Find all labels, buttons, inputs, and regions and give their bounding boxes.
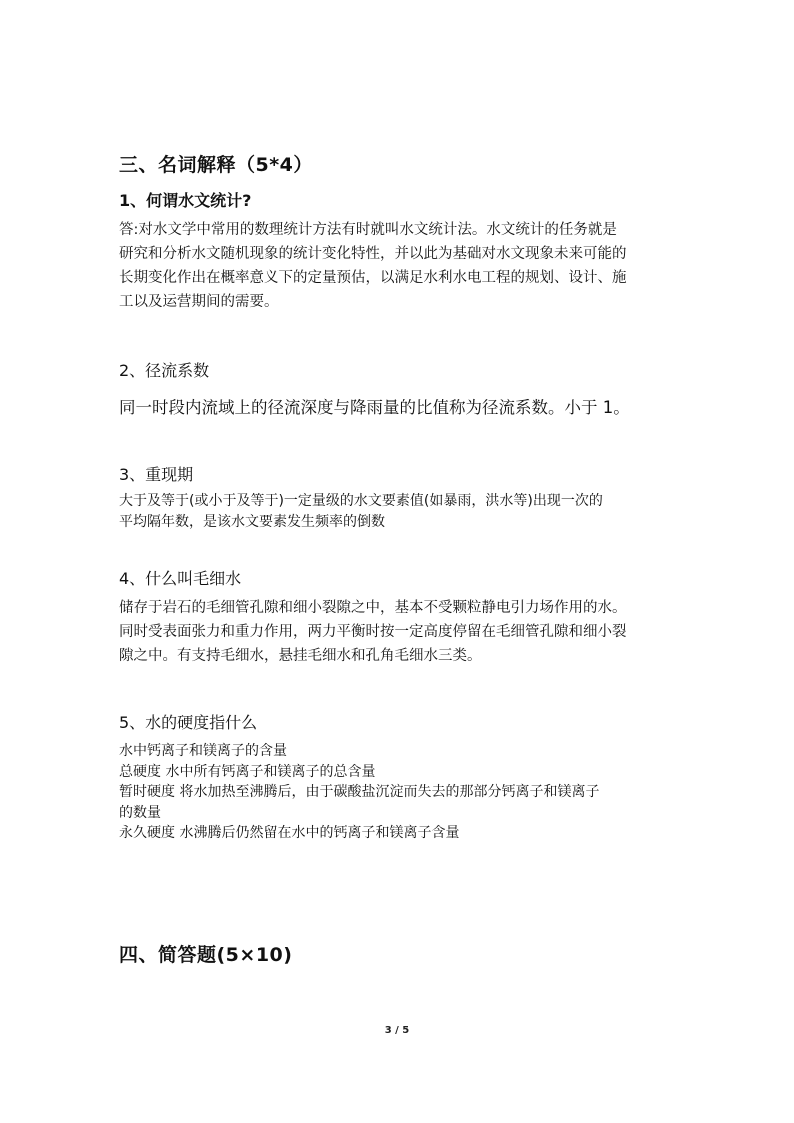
question-1-title: 1、何谓水文统计? [119,191,252,210]
section-title-3: 三、名词解释（5*4） [119,154,313,176]
answer-line: 隙之中。有支持毛细水，悬挂毛细水和孔角毛细水三类。 [119,648,482,664]
question-4-answer [119,596,684,668]
answer-line: 同一时段内流域上的径流深度与降雨量的比值称为径流系数。小于 1。 [119,398,630,417]
answer-line: 答:对水文学中常用的数理统计方法有时就叫水文统计法。水文统计的任务就是 [119,222,617,238]
question-4-title: 4、什么叫毛细水 [119,569,242,588]
question-3-title: 3、重现期 [119,465,194,484]
answer-line: 的数量 [119,804,161,821]
answer-line: 暂时硬度 将水加热至沸腾后，由于碳酸盐沉淀而失去的那部分钙离子和镁离子 [119,784,600,800]
answer-line: 储存于岩石的毛细管孔隙和细小裂隙之中，基本不受颗粒静电引力场作用的水。 [119,600,627,616]
answer-line: 工以及运营期间的需要。 [119,294,279,310]
answer-line: 平均隔年数，是该水文要素发生频率的倒数 [119,513,385,530]
answer-line: 大于及等于(或小于及等于)一定量级的水文要素值(如暴雨，洪水等)出现一次的 [119,493,603,509]
answer-line: 水中钙离子和镁离子的含量 [119,743,287,759]
question-2-answer [119,396,684,420]
question-2-title: 2、径流系数 [119,361,210,380]
answer-line: 研究和分析水文随机现象的统计变化特性，并以此为基础对水文现象未来可能的 [119,246,627,262]
answer-line: 总硬度 水中所有钙离子和镁离子的总含量 [119,763,376,780]
answer-line: 同时受表面张力和重力作用，两力平衡时按一定高度停留在毛细管孔隙和细小裂 [119,624,627,640]
question-1-answer [119,218,684,314]
section-title-4: 四、简答题(5×10) [119,944,293,966]
answer-line: 长期变化作出在概率意义下的定量预估，以满足水利水电工程的规划、设计、施 [119,270,627,286]
page-number: 3 / 5 [384,1025,410,1036]
answer-line: 永久硬度 水沸腾后仍然留在水中的钙离子和镁离子含量 [119,825,460,841]
question-3-answer [119,491,684,532]
question-5-answer [119,741,684,844]
question-5-title: 5、水的硬度指什么 [119,713,258,732]
